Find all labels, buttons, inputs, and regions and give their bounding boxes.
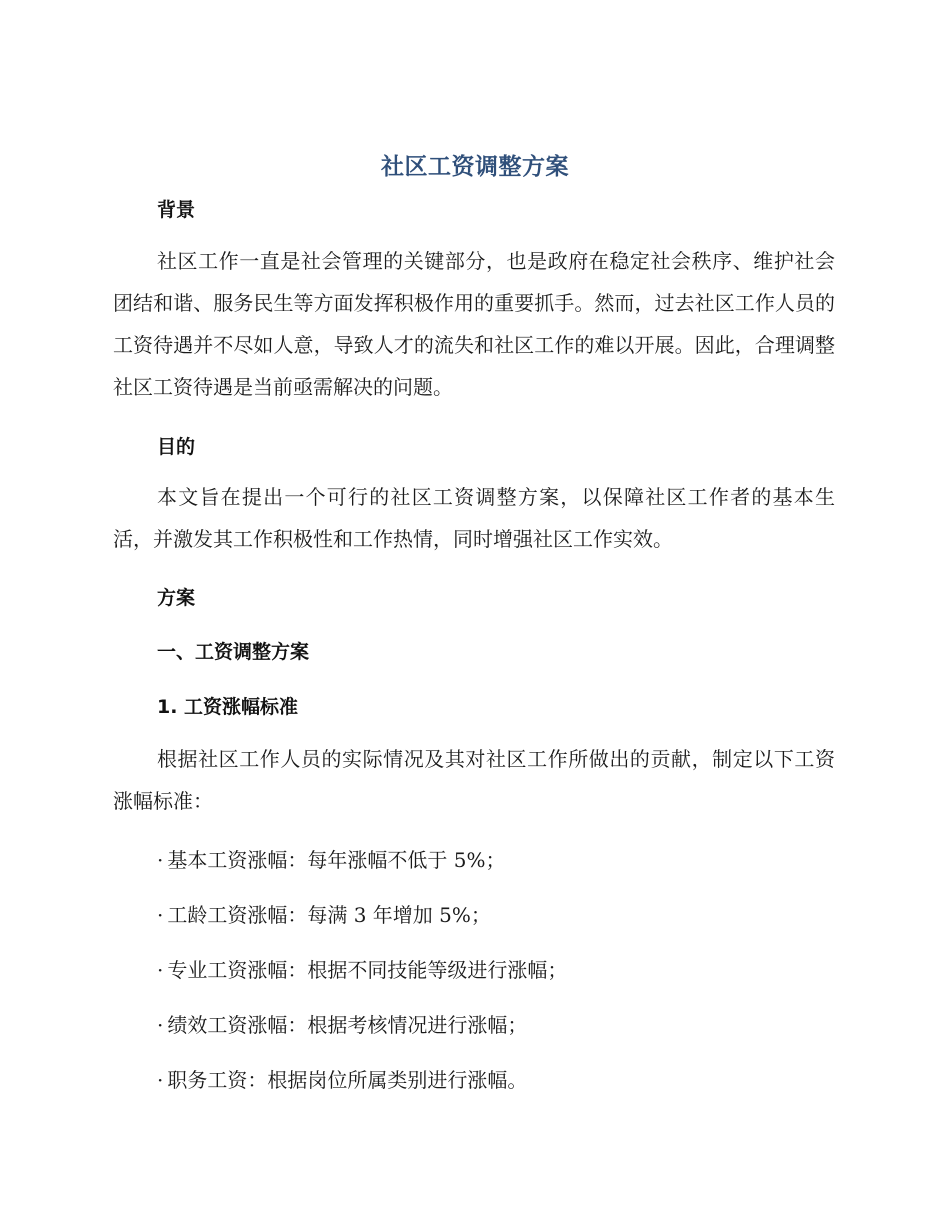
section-heading-background: 背景 xyxy=(157,199,196,221)
plan-subheading: 一、工资调整方案 xyxy=(157,641,310,663)
purpose-paragraph: 本文旨在提出一个可行的社区工资调整方案，以保障社区工作者的基本生活，并激发其工作积极性和工作热情，同时增强社区工作实效。 xyxy=(113,485,835,551)
list-item xyxy=(157,954,567,983)
background-paragraph: 社区工作一直是社会管理的关键部分，也是政府在稳定社会秩序、维护社会团结和谐、服务民生等方面发挥积极作用的重要抓手。然而，过去社区工作人员的工资待遇并不尽如人意，导致人才的流失和社区工作的难以开展。因此，合理调整社区工资待遇是当前亟需解决的问题。 xyxy=(113,249,835,399)
bullet-dot: · xyxy=(157,958,164,982)
section-heading-plan: 方案 xyxy=(157,587,196,609)
plan-intro-paragraph: 根据社区工作人员的实际情况及其对社区工作所做出的贡献，制定以下工资涨幅标准： xyxy=(113,747,835,813)
list-item xyxy=(157,1009,527,1038)
list-item xyxy=(157,899,491,928)
bullet-dot: · xyxy=(157,1068,164,1092)
bullet-dot: · xyxy=(157,903,164,927)
list-item-text: 专业工资涨幅：根据不同技能等级进行涨幅； xyxy=(167,958,568,982)
list-item-text: 工龄工资涨幅：每满 3 年增加 5%； xyxy=(167,903,491,927)
list-item-text: 绩效工资涨幅：根据考核情况进行涨幅； xyxy=(167,1013,528,1037)
plan-item-heading: 1. 工资涨幅标准 xyxy=(157,696,299,718)
bullet-dot: · xyxy=(157,1013,164,1037)
bullet-dot: · xyxy=(157,848,164,872)
list-item-text: 职务工资：根据岗位所属类别进行涨幅。 xyxy=(167,1068,528,1092)
list-item xyxy=(157,844,505,873)
section-heading-purpose: 目的 xyxy=(157,436,196,458)
list-item-text: 基本工资涨幅：每年涨幅不低于 5%； xyxy=(167,848,506,872)
document-title: 社区工资调整方案 xyxy=(381,154,569,180)
list-item xyxy=(157,1064,527,1093)
